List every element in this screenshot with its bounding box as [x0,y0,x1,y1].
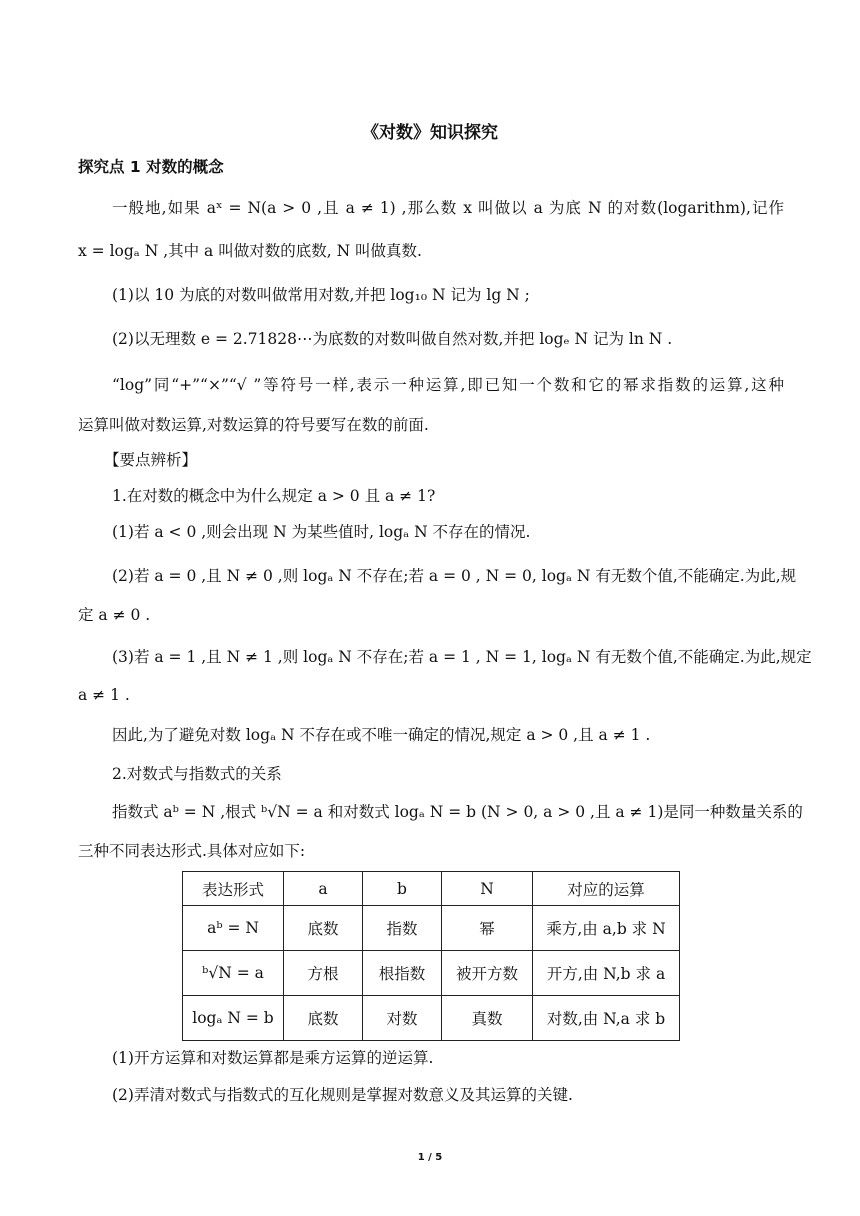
table-cell: 被开方数 [442,951,533,996]
page-number: 1 / 5 [417,1152,443,1163]
question-2-text-line-2: 三种不同表达形式.具体对应如下: [78,842,306,860]
table-header-cell: 表达形式 [183,872,284,906]
table-cell: 根指数 [363,951,442,996]
question-1-case-3-line-1: (3)若 a = 1 ,且 N ≠ 1 ,则 logₐ N 不存在;若 a = 1 , N = 1, logₐ N 有无数个值,不能确定.为此,规定 [112,648,812,666]
log-symbol-line-2: 运算叫做对数运算,对数运算的符号要写在数的前面. [78,416,429,434]
table-row [183,951,680,996]
question-2: 2.对数式与指数式的关系 [112,765,282,783]
natural-log-paragraph: (2)以无理数 e = 2.71828⋯为底数的对数叫做自然对数,并把 logₑ N 记为 ln N . [112,330,673,348]
question-1-conclusion: 因此,为了避免对数 logₐ N 不存在或不唯一确定的情况,规定 a > 0 ,且 a ≠ 1 . [112,726,651,744]
question-2-text-line-1: 指数式 aᵇ = N ,根式 ᵇ√N = a 和对数式 logₐ N = b (N > 0, a > 0 ,且 a ≠ 1)是同一种数量关系的 [112,803,803,821]
relationship-table [182,871,680,1041]
question-1-case-1: (1)若 a < 0 ,则会出现 N 为某些值时, logₐ N 不存在的情况. [112,523,531,541]
table-header-cell: 对应的运算 [533,872,680,906]
common-log-paragraph: (1)以 10 为底的对数叫做常用对数,并把 log₁₀ N 记为 lg N ; [112,286,530,304]
table-cell: aᵇ = N [183,906,284,951]
note-1: (1)开方运算和对数运算都是乘方运算的逆运算. [112,1049,434,1067]
table-cell: 底数 [284,906,363,951]
definition-line-2: x = logₐ N ,其中 a 叫做对数的底数, N 叫做真数. [78,242,422,260]
table-cell: logₐ N = b [183,996,284,1041]
definition-line-1: 一般地,如果 aˣ = N(a > 0 ,且 a ≠ 1) ,那么数 x 叫做以 a 为底 N 的对数(logarithm),记作 [112,199,784,217]
document-title: 《对数》知识探究 [362,123,498,143]
log-symbol-line-1: “log”同“+”“×”“√ ”等符号一样,表示一种运算,即已知一个数和它的幂求指数的运算,这种 [112,376,784,394]
key-points-heading: 【要点辨析】 [104,451,198,469]
table-row [183,996,680,1041]
note-2: (2)弄清对数式与指数式的互化规则是掌握对数意义及其运算的关键. [112,1086,573,1104]
table-cell: 幂 [442,906,533,951]
table-cell: 对数,由 N,a 求 b [533,996,680,1041]
table-cell: 开方,由 N,b 求 a [533,951,680,996]
question-1-case-2-line-1: (2)若 a = 0 ,且 N ≠ 0 ,则 logₐ N 不存在;若 a = 0 , N = 0, logₐ N 有无数个值,不能确定.为此,规 [112,567,797,585]
question-1-case-2-line-2: 定 a ≠ 0 . [78,606,151,624]
table-header-cell: b [363,872,442,906]
question-1: 1.在对数的概念中为什么规定 a > 0 且 a ≠ 1? [112,487,436,505]
table-header-row [183,872,680,906]
table-cell: 乘方,由 a,b 求 N [533,906,680,951]
table-cell: 底数 [284,996,363,1041]
table-cell: 真数 [442,996,533,1041]
table-row [183,906,680,951]
table-header-cell: a [284,872,363,906]
table-cell: ᵇ√N = a [183,951,284,996]
table-header-cell: N [442,872,533,906]
table-cell: 方根 [284,951,363,996]
question-1-case-3-line-2: a ≠ 1 . [78,686,130,704]
table-cell: 指数 [363,906,442,951]
section-heading: 探究点 1 对数的概念 [78,158,224,176]
table-cell: 对数 [363,996,442,1041]
